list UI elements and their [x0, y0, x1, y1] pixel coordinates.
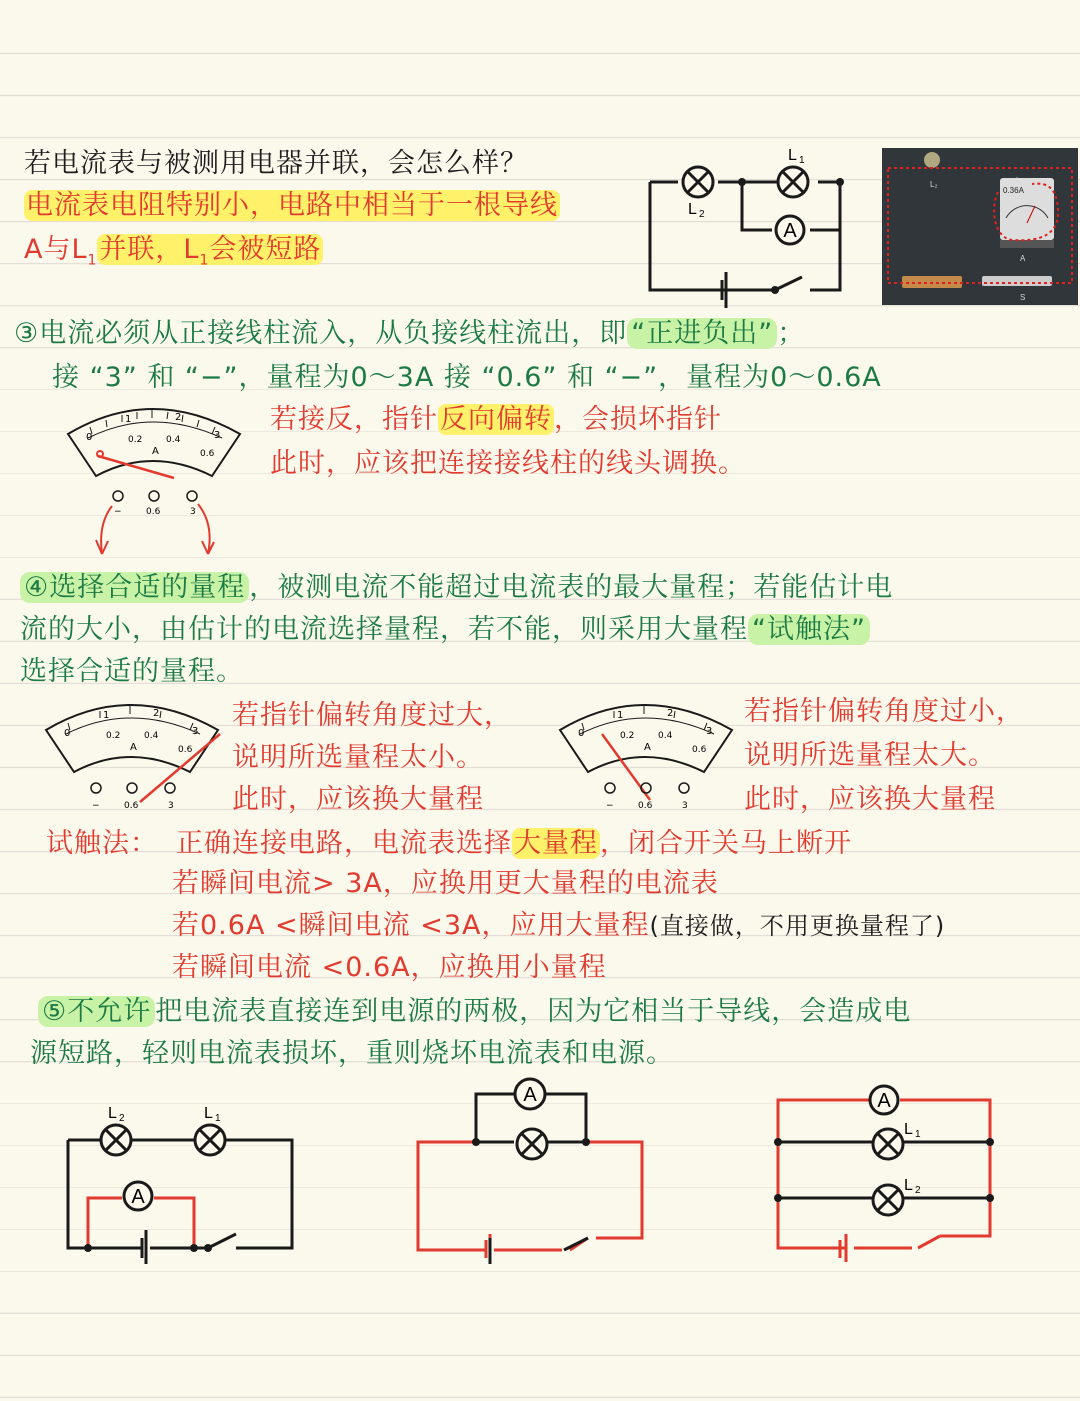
svg-text:−: −	[606, 801, 614, 811]
section4-line1: ④选择合适的量程 ，被测电流不能超过电流表的最大量程；若能估计电	[20, 570, 893, 606]
svg-text:1: 1	[915, 1129, 921, 1140]
svg-text:3: 3	[682, 801, 688, 811]
svg-text:L: L	[904, 1177, 913, 1194]
short-circuit-diagram-2	[410, 1078, 650, 1268]
svg-text:3: 3	[168, 801, 174, 811]
svg-text:L: L	[904, 1121, 913, 1138]
svg-text:0: 0	[86, 432, 93, 443]
svg-text:0.6: 0.6	[178, 745, 193, 755]
svg-text:0.6: 0.6	[146, 507, 161, 517]
section4-line3: 选择合适的量程。	[20, 656, 244, 687]
section5-line2: 源短路，轻则电流表损坏，重则烧坏电流表和电源。	[30, 1038, 674, 1069]
short-circuit-diagram-1	[60, 1100, 300, 1260]
svg-text:0.4: 0.4	[658, 731, 673, 741]
svg-text:0.6: 0.6	[638, 801, 653, 811]
reverse-note-line2: 此时，应该把连接接线柱的线头调换。	[270, 448, 746, 479]
svg-text:L: L	[204, 1105, 213, 1122]
svg-text:−: −	[114, 507, 122, 517]
svg-text:0: 0	[64, 728, 71, 739]
svg-text:3: 3	[706, 726, 713, 737]
svg-text:0.4: 0.4	[166, 435, 181, 445]
svg-text:1: 1	[799, 155, 805, 166]
svg-text:3: 3	[192, 726, 199, 737]
ammeter-symbol-label: A	[783, 220, 797, 242]
section5-line1: ⑤不允许 把电流表直接连到电源的两极，因为它相当于导线，会造成电	[38, 994, 911, 1030]
svg-text:1: 1	[617, 710, 624, 721]
svg-text:2: 2	[915, 1185, 921, 1196]
trial-line2: 若瞬间电流> 3A，应换用更大量程的电流表	[172, 868, 719, 899]
svg-text:A: A	[152, 446, 159, 457]
large-note-line3: 此时，应该换大量程	[232, 784, 484, 815]
photo-label-l2: L₂	[930, 180, 938, 189]
svg-text:1: 1	[215, 1113, 221, 1124]
trial-line1: 正确连接电路，电流表选择大量程，闭合开关马上断开	[176, 828, 852, 859]
svg-text:A: A	[877, 1090, 891, 1112]
svg-text:0.4: 0.4	[144, 731, 159, 741]
svg-text:0.2: 0.2	[128, 435, 143, 445]
photo-label-l1: L₁	[1016, 176, 1024, 185]
ammeter-scale-reverse	[62, 394, 252, 564]
small-note-line3: 此时，应该换大量程	[744, 784, 996, 815]
svg-text:2: 2	[119, 1113, 125, 1124]
svg-text:A: A	[131, 1186, 145, 1208]
svg-text:L: L	[688, 201, 697, 218]
svg-text:0.2: 0.2	[620, 731, 635, 741]
svg-text:2: 2	[175, 412, 182, 423]
svg-text:2: 2	[667, 708, 674, 719]
trial-line3: 若0.6A <瞬间电流 <3A，应用大量程(直接做，不用更换量程了)	[172, 910, 946, 941]
svg-text:2: 2	[699, 209, 705, 220]
svg-text:2: 2	[153, 708, 160, 719]
photo-label-s: S	[1020, 293, 1026, 302]
parallel-circuit-diagram	[640, 140, 880, 305]
section4-line2: 流的大小，由估计的电流选择量程，若不能，则采用大量程 “试触法”	[20, 612, 870, 648]
svg-text:0.6: 0.6	[692, 745, 707, 755]
svg-text:A: A	[130, 742, 137, 753]
circuit-photo-drawing	[882, 148, 1078, 305]
section3-line2: 接 “3” 和 “−”，量程为0～3A 接 “0.6” 和 “−”，量程为0～0.6A	[52, 362, 882, 393]
short-circuit-diagram-3	[770, 1082, 1010, 1272]
circuit-photo	[882, 148, 1078, 305]
small-note-line2: 说明所选量程太大。	[744, 740, 996, 771]
section3-line1: ③电流必须从正接线柱流入，从负接线柱流出，即 “正进负出” ；	[14, 318, 806, 349]
photo-label-reading: 0.36A	[1003, 186, 1024, 195]
parallel-answer-line1	[24, 188, 560, 224]
trial-line4: 若瞬间电流 <0.6A，应换用小量程	[172, 952, 607, 983]
parallel-question: 若电流表与被测用电器并联，会怎么样？	[24, 148, 528, 179]
svg-text:0.6: 0.6	[200, 449, 215, 459]
parallel-answer-highlight: 电流表电阻特别小，电路中相当于一根导线	[26, 190, 558, 221]
svg-text:3: 3	[190, 507, 196, 517]
reverse-note-line1: 若接反，指针反向偏转，会损坏指针	[270, 404, 722, 435]
parallel-answer-line2: A与$L_1$并联，$L_1$会被短路	[24, 234, 322, 269]
svg-text:L: L	[788, 147, 797, 164]
svg-text:0.2: 0.2	[106, 731, 121, 741]
svg-text:1: 1	[125, 414, 132, 425]
small-note-line1: 若指针偏转角度过小，	[744, 696, 1024, 727]
large-note-line2: 说明所选量程太小。	[232, 742, 484, 773]
large-note-line1: 若指针偏转角度过大，	[232, 700, 512, 731]
svg-text:0: 0	[578, 728, 585, 739]
svg-text:−: −	[92, 801, 100, 811]
svg-text:A: A	[523, 1084, 537, 1106]
svg-text:A: A	[644, 742, 651, 753]
svg-text:0.6: 0.6	[124, 801, 139, 811]
svg-text:L: L	[108, 1105, 117, 1122]
ammeter-scale-small-deflection	[554, 690, 744, 820]
svg-text:3: 3	[214, 430, 221, 441]
photo-label-a: A	[1020, 254, 1026, 263]
trial-label: 试触法：	[46, 828, 158, 859]
ammeter-scale-large-deflection	[40, 690, 230, 820]
svg-text:1: 1	[103, 710, 110, 721]
